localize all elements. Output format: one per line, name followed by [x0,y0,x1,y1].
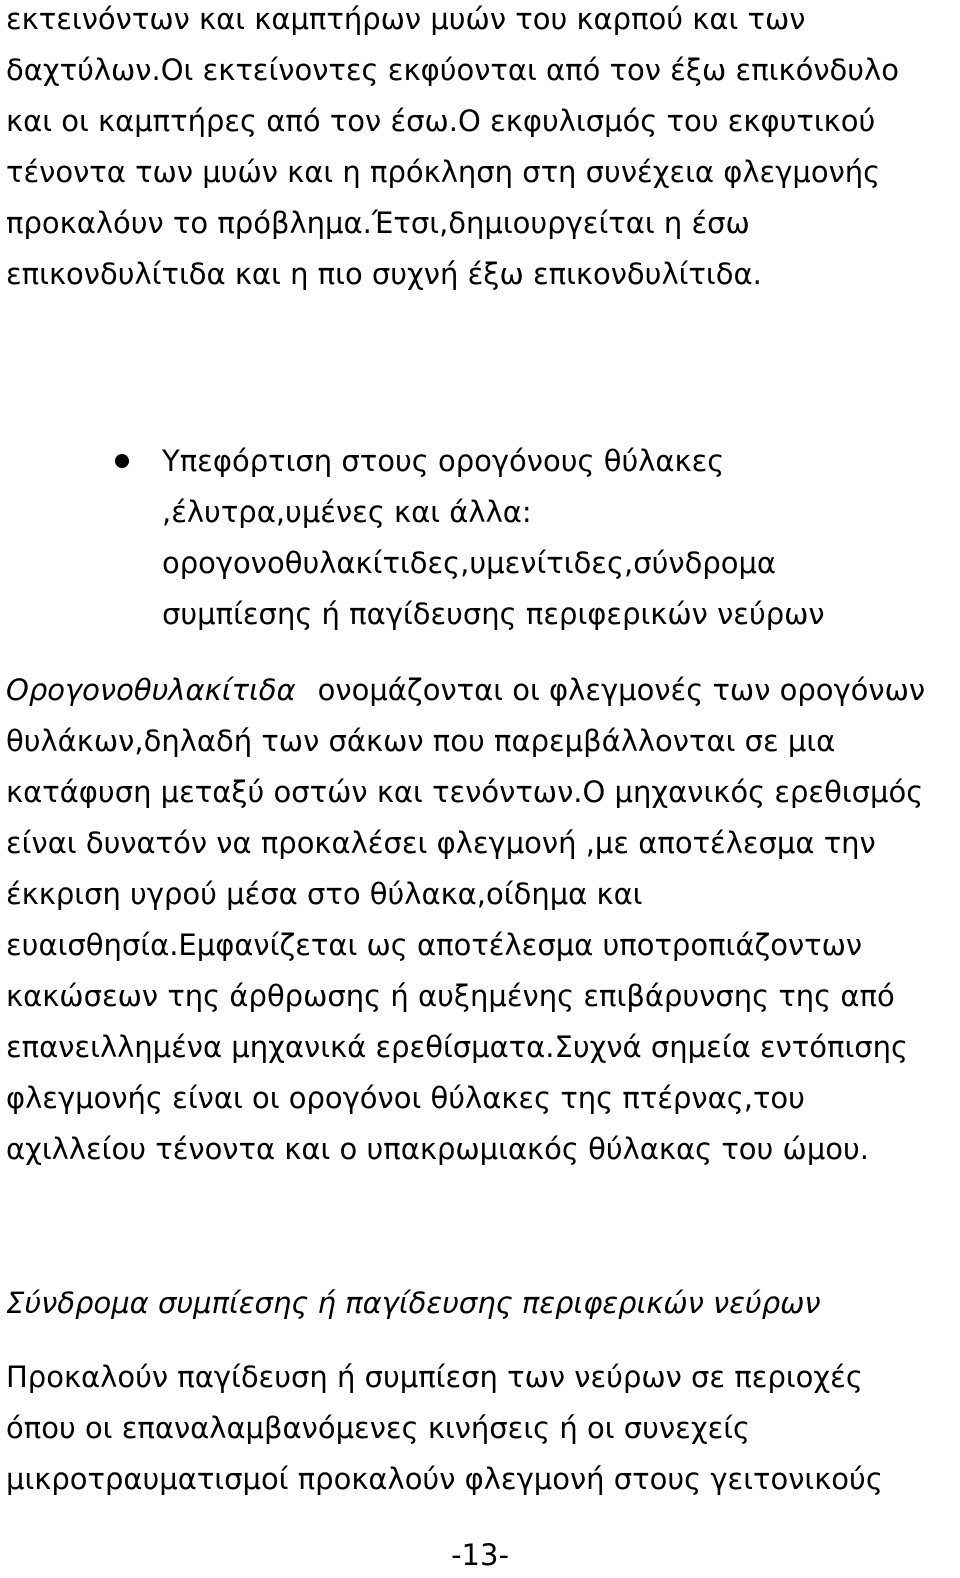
paragraph-line: αχιλλείου τένοντα και ο υπακρωμιακός θύλακας του ώμου. [6,1132,870,1166]
paragraph-line: είναι δυνατόν να προκαλέσει φλεγμονή ,με αποτέλεσμα την [6,826,876,860]
section-heading: Σύνδρομα συμπίεσης ή παγίδευσης περιφερικών νεύρων [6,1286,821,1320]
paragraph-line: ευαισθησία.Εμφανίζεται ως αποτέλεσμα υποτροπιάζοντων [6,928,863,962]
intro-line: επικονδυλίτιδα και η πιο συχνή έξω επικονδυλίτιδα. [6,257,762,291]
paragraph-line: κακώσεων της άρθρωσης ή αυξημένης επιβάρυνσης της από [6,979,895,1013]
paragraph-line: επανειλλημένα μηχανικά ερεθίσματα.Συχνά σημεία εντόπισης [6,1030,909,1064]
bullet-line: Υπεφόρτιση στους ορογόνους θύλακες [162,444,725,478]
intro-line: δαχτύλων.Οι εκτείνοντες εκφύονται από τον έξω επικόνδυλο [6,53,899,87]
section-line: Προκαλούν παγίδευση ή συμπίεση των νεύρων σε περιοχές [6,1360,863,1394]
section-line: όπου οι επαναλαμβανόμενες κινήσεις ή οι συνεχείς [6,1411,751,1445]
paragraph-line: θυλάκων,δηλαδή των σάκων που παρεμβάλλονται σε μια [6,724,836,758]
intro-line: τένοντα των μυών και η πρόκληση στη συνέχεια φλεγμονής [6,155,881,189]
intro-line: εκτεινόντων και καμπτήρων μυών του καρπού και των [6,2,806,36]
definition-line [6,671,925,709]
section-line: μικροτραυματισμοί προκαλούν φλεγμονή στους γειτονικούς [6,1462,883,1496]
bullet-marker [115,454,129,468]
page-number: -13- [451,1538,509,1572]
bullet-line: ορογονοθυλακίτιδες,υμενίτιδες,σύνδρομα [162,546,777,580]
intro-line: και οι καμπτήρες από τον έσω.Ο εκφυλισμός του εκφυτικού [6,104,876,138]
intro-line: προκαλόυν το πρόβλημα.Έτσι,δημιουργείται η έσω [6,206,750,240]
paragraph-line: κατάφυση μεταξύ οστών και τενόντων.Ο μηχανικός ερεθισμός [6,775,924,809]
defined-term: Ορογονοθυλακίτιδα [6,673,296,707]
bullet-line: συμπίεσης ή παγίδευσης περιφερικών νεύρων [162,597,825,631]
paragraph-line: έκκριση υγρού μέσα στο θύλακα,οίδημα και [6,877,643,911]
bullet-line: ,έλυτρα,υμένες και άλλα: [162,495,532,529]
paragraph-line: φλεγμονής είναι οι ορογόνοι θύλακες της πτέρνας,του [6,1081,805,1115]
definition-text: ονομάζονται οι φλεγμονές των ορογόνων [317,673,926,707]
